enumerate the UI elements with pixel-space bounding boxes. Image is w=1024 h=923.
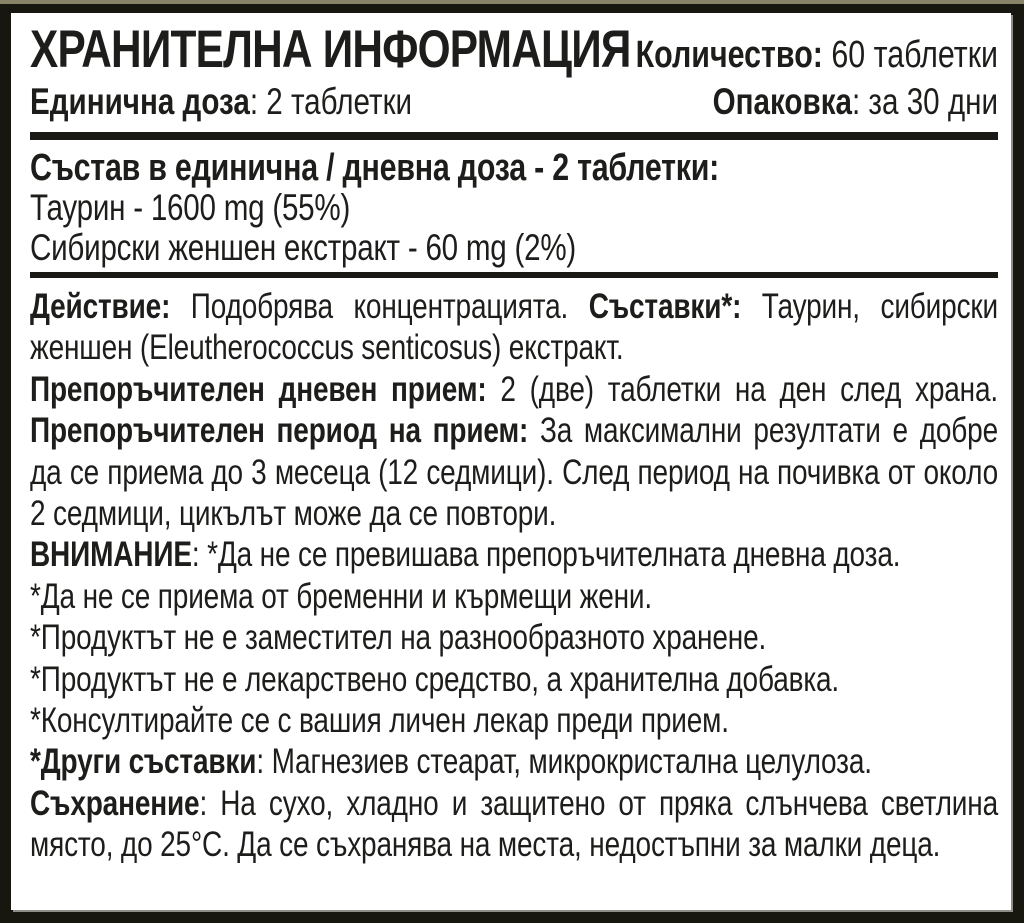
text-run: *Консултирайте се с вашия личен лекар преди прием. (30, 701, 729, 741)
composition-item: Таурин - 1600 mg (55%) (30, 187, 351, 228)
unit-dose-label: Единична доза (30, 81, 250, 122)
body-paragraph (30, 286, 998, 369)
text-run: : Магнезиев стеарат, микрокристална целулоза. (256, 742, 872, 782)
bold-text-run: Препоръчителен период на прием: (30, 411, 529, 451)
text-run: *Продуктът не е лекарствено средство, а хранителна добавка. (30, 659, 840, 699)
quantity-label: Количество: (635, 34, 823, 76)
body-paragraph (30, 659, 998, 700)
text-run: : На сухо, хладно и защитено от пряка слънчева светлина място, до 25°C. Да се съхранява на места, недостъпни за малки деца. (30, 783, 999, 865)
text-run: *Продуктът не е заместител на разнообразното хранене. (30, 618, 767, 658)
body-paragraph (30, 741, 998, 782)
text-run: *Да не се приема от бременни и кърмещи жени. (30, 576, 653, 616)
composition-section (30, 148, 998, 268)
header-row-2 (30, 81, 998, 123)
unit-dose-value: : 2 таблетки (249, 81, 413, 122)
bold-text-run: Препоръчителен дневен прием: (30, 369, 487, 409)
body-paragraph (30, 534, 998, 575)
header-row-1 (30, 20, 998, 79)
label-title: ХРАНИТЕЛНА ИНФОРМАЦИЯ (30, 20, 631, 79)
quantity-line (636, 34, 998, 77)
frame-top-accent-line (0, 0, 1024, 4)
bold-text-run: Действие: (30, 287, 171, 326)
text-run: 2 (две) таблетки на ден след храна. (486, 369, 998, 409)
quantity-value: 60 таблетки (822, 34, 998, 76)
label-text-block (30, 20, 999, 866)
package-value: : за 30 дни (851, 81, 998, 122)
body-paragraph (30, 576, 998, 617)
label-content (11, 13, 1011, 866)
package-label: Опаковка (712, 81, 852, 122)
divider-top (30, 132, 998, 140)
text-run: За максимални резултати е добре да се приема до 3 месеца (12 седмици). След период на почивка от около 2 седмици, цикълът може да се повтори. (30, 411, 998, 534)
package-line (713, 81, 998, 123)
bold-text-run: ВНИМАНИЕ (30, 535, 192, 575)
bold-text-run: *Други съставки (30, 742, 257, 782)
composition-item: Сибирски женшен екстракт - 60 mg (2%) (30, 227, 577, 268)
bold-text-run: Съхранение (30, 783, 200, 823)
body-paragraph (30, 617, 998, 658)
body-text (30, 286, 998, 866)
body-paragraph (30, 700, 998, 741)
text-run: : *Да не се превишава препоръчителната дневна доза. (191, 535, 901, 575)
body-paragraph (30, 369, 998, 535)
bold-text-run: Съставки*: (588, 287, 742, 326)
divider-middle (30, 272, 998, 278)
text-run: Таурин, сибирски женшен (Eleutherococcus senticosus) екстракт. (30, 287, 998, 368)
unit-dose-line (30, 81, 412, 123)
composition-heading: Състав в единична / дневна доза - 2 таблетки: (30, 147, 720, 189)
nutrition-label (11, 13, 1011, 910)
body-paragraph (30, 783, 998, 866)
text-run: Подобрява концентрацията. (170, 287, 589, 326)
